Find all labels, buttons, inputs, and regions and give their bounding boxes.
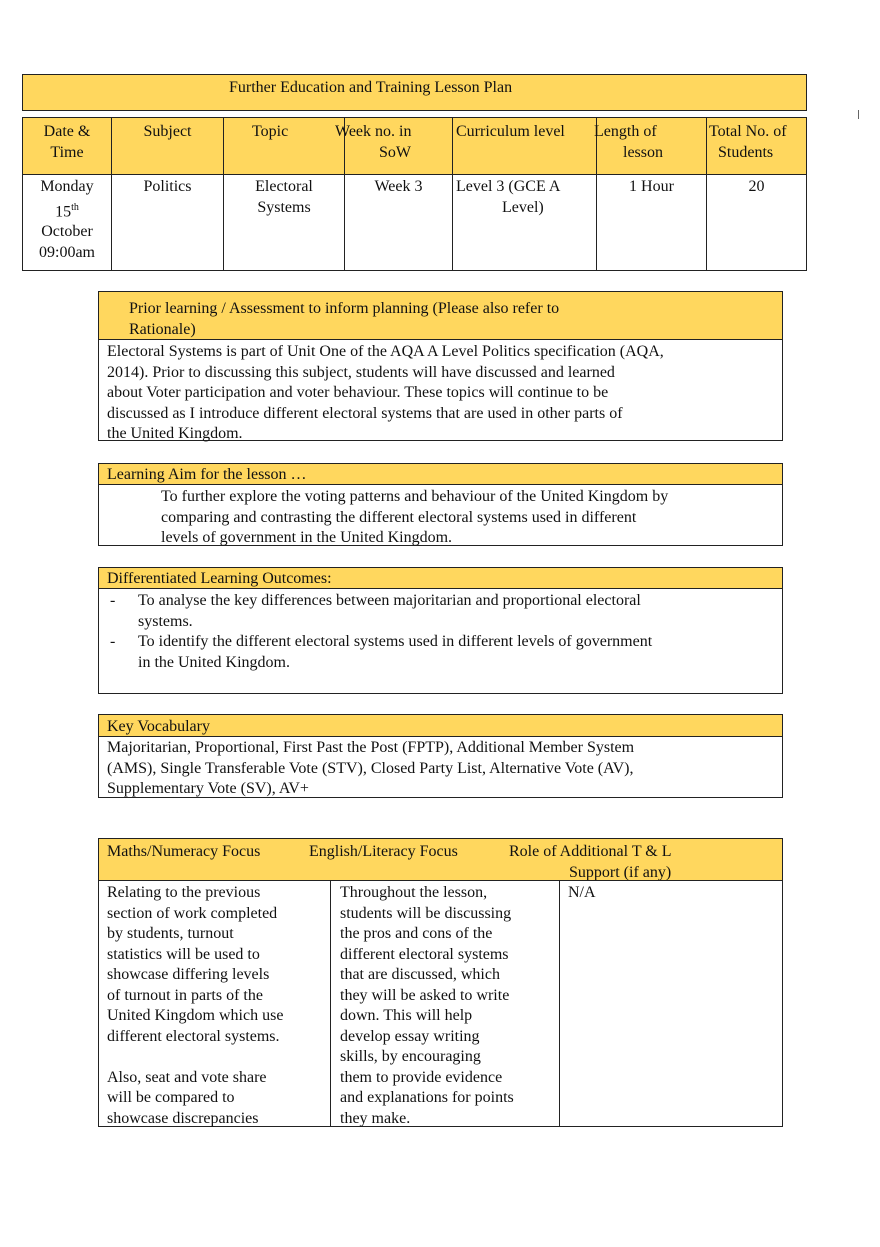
text-line: United Kingdom which use xyxy=(107,1007,284,1024)
outcome-item: - To identify the different electoral systems used in different levels of government in the United Kingdom. xyxy=(110,633,653,671)
text-line: and explanations for points xyxy=(340,1089,514,1106)
learning-aim-body: To further explore the voting patterns and behaviour of the United Kingdom by comparing and contrasting the different electoral systems used in different levels of government in the United Kingdom. xyxy=(98,484,783,546)
page-title: Further Education and Training Lesson Plan xyxy=(229,79,513,96)
text-line: different electoral systems. xyxy=(107,1027,280,1045)
text-line: showcase discrepancies xyxy=(107,1109,259,1127)
text-line: develop essay writing xyxy=(340,1027,480,1045)
outcomes-body xyxy=(98,588,783,694)
value-week: Week 3 xyxy=(344,174,453,271)
header-topic: Topic xyxy=(223,117,345,175)
text-line: skills, by encouraging xyxy=(340,1048,481,1065)
text-line: the pros and cons of the xyxy=(340,925,493,942)
prior-learning-body: Electoral Systems is part of Unit One of the AQA A Level Politics specification (AQA, 2014). Prior to discussing this subject, students will have discussed and learned about Voter participation and voter behaviour. These topics will continue to be discussed as I introduce different electoral systems that are used in other parts of the United Kingdom. xyxy=(98,339,783,441)
text-line: that are discussed, which xyxy=(340,966,500,983)
header-length: Length of lesson xyxy=(596,117,707,175)
text-line: they will be asked to write xyxy=(340,986,510,1004)
outcomes-heading: Differentiated Learning Outcomes: xyxy=(98,567,783,589)
vocabulary-body: Majoritarian, Proportional, First Past the Post (FPTP), Additional Member System (AMS), Single Transferable Vote (STV), Closed Party List, Alternative Vote (AV), Supplementary Vote (SV), AV+ xyxy=(98,736,783,798)
text-line: students will be discussing xyxy=(340,904,512,922)
value-students: 20 xyxy=(706,174,807,271)
value-subject: Politics xyxy=(111,174,224,271)
value-date: Monday 15th October 09:00am xyxy=(22,174,112,271)
text-line: of turnout in parts of the xyxy=(107,986,263,1004)
text-line: statistics will be used to xyxy=(107,945,260,963)
value-length: 1 Hour xyxy=(596,174,707,271)
title-bar xyxy=(22,74,807,111)
header-students: Total No. of Students xyxy=(706,117,807,175)
maths-text xyxy=(107,883,330,1129)
text-line: down. This will help xyxy=(340,1007,473,1024)
support-text: N/A xyxy=(568,884,596,901)
header-subject: Subject xyxy=(111,117,224,175)
text-line: they make. xyxy=(340,1109,411,1127)
text-line: them to provide evidence xyxy=(340,1068,503,1086)
outcome-item: - To analyse the key differences between majoritarian and proportional electoral systems. xyxy=(110,592,641,630)
english-heading: English/Literacy Focus xyxy=(309,843,458,860)
prior-learning-heading: Prior learning / Assessment to inform planning (Please also refer to Rationale) xyxy=(98,291,783,340)
text-line: Throughout the lesson, xyxy=(340,884,488,901)
text-line: will be compared to xyxy=(107,1089,235,1106)
english-text xyxy=(340,883,559,1129)
text-line: Relating to the previous xyxy=(107,884,261,901)
margin-mark xyxy=(858,110,859,119)
value-level: Level 3 (GCE A Level) xyxy=(452,174,597,271)
header-date: Date & Time xyxy=(22,117,112,175)
maths-heading: Maths/Numeracy Focus xyxy=(107,843,261,860)
text-line: showcase differing levels xyxy=(107,966,270,983)
vocabulary-heading: Key Vocabulary xyxy=(98,714,783,737)
support-heading: Role of Additional T & L Support (if any) xyxy=(509,843,672,881)
text-line: different electoral systems xyxy=(340,945,509,963)
support-cell xyxy=(559,880,783,1127)
text-line: Also, seat and vote share xyxy=(107,1068,267,1086)
text-line: section of work completed xyxy=(107,904,278,922)
english-cell xyxy=(330,880,560,1127)
header-week: Week no. in SoW xyxy=(344,117,453,175)
header-level: Curriculum level xyxy=(452,117,597,175)
text-line: by students, turnout xyxy=(107,925,234,942)
maths-cell xyxy=(98,880,331,1127)
text-line xyxy=(107,1047,330,1068)
value-topic: Electoral Systems xyxy=(223,174,345,271)
learning-aim-heading: Learning Aim for the lesson … xyxy=(98,463,783,485)
focus-heading-row xyxy=(98,838,783,881)
